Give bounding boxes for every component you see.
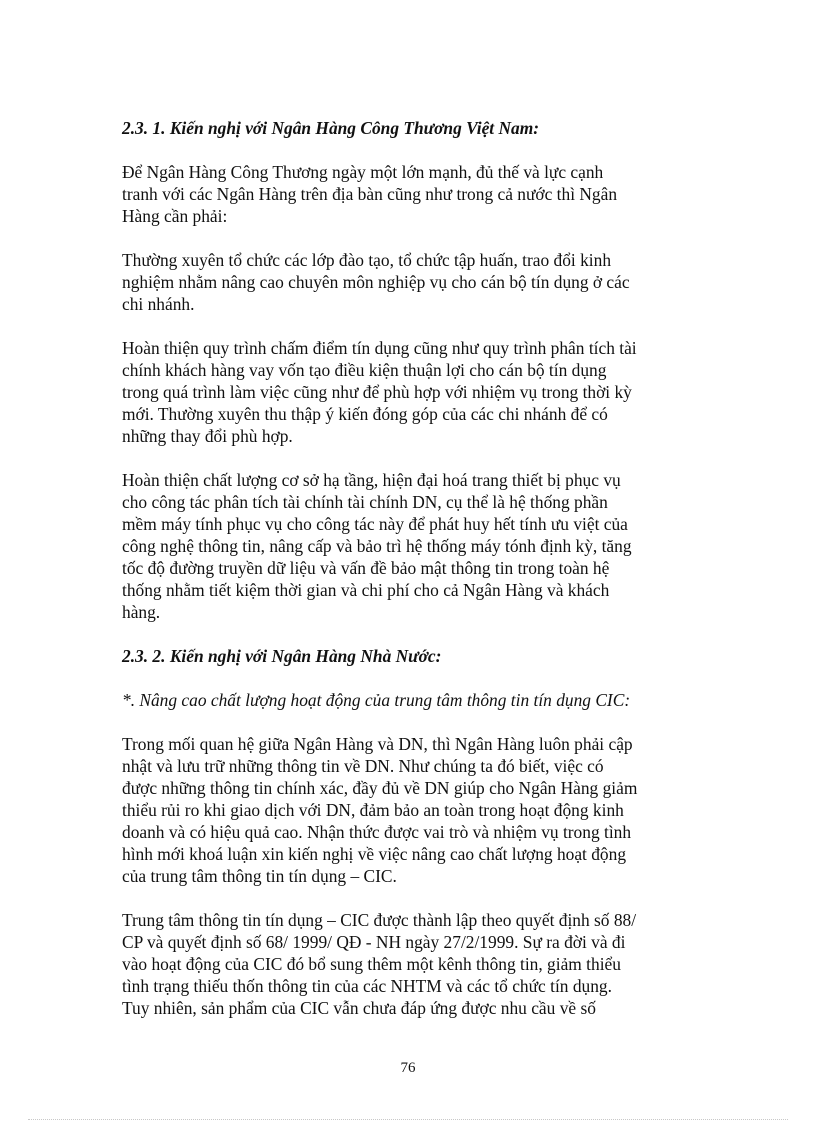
text-line: chính khách hàng vay vốn tạo điều kiện thuận lợi cho cán bộ tín dụng [122,360,607,380]
text-line: tình trạng thiếu thốn thông tin của các NHTM và các tổ chức tín dụng. [122,976,612,996]
text-line: tranh với các Ngân Hàng trên địa bàn cũng như trong cả nước thì Ngân [122,184,618,204]
text-line: tốc độ đường truyền dữ liệu và vấn đề bảo mật thông tin trong toàn hệ [122,558,610,578]
page-bottom-divider [28,1119,788,1120]
text-line: CP và quyết định số 68/ 1999/ QĐ - NH ngày 27/2/1999. Sự ra đời và đi [122,932,626,952]
text-line: Hàng cần phải: [122,206,228,226]
text-line: trong quá trình làm việc cũng như để phù hợp với nhiệm vụ trong thời kỳ [122,382,632,402]
text-line: những thay đổi phù hợp. [122,426,293,446]
text-line: được những thông tin chính xác, đầy đủ về DN giúp cho Ngân Hàng giảm [122,778,638,798]
text-line: thiểu rủi ro khi giao dịch với DN, đảm bảo an toàn trong hoạt động kinh [122,800,624,820]
text-line: Để Ngân Hàng Công Thương ngày một lớn mạnh, đủ thế và lực cạnh [122,162,604,182]
text-line: nghiệm nhằm nâng cao chuyên môn nghiệp vụ cho cán bộ tín dụng ở các [122,272,630,292]
text-line: Hoàn thiện quy trình chấm điểm tín dụng cũng như quy trình phân tích tài [122,338,637,358]
paragraph-bank-relations [122,733,700,887]
text-line: Tuy nhiên, sản phẩm của CIC vẫn chưa đáp ứng được nhu cầu về số [122,998,596,1018]
text-line: Thường xuyên tổ chức các lớp đào tạo, tổ chức tập huấn, trao đổi kinh [122,250,612,270]
paragraph-cic-founding [122,909,700,1019]
text-line: doanh và có hiệu quả cao. Nhận thức được vai trò và nhiệm vụ trong tình [122,822,632,842]
document-body [122,117,700,1041]
page-number: 76 [400,1060,416,1076]
text-line: Trung tâm thông tin tín dụng – CIC được thành lập theo quyết định số 88/ [122,910,637,930]
text-line: hàng. [122,602,161,622]
text-line: công nghệ thông tin, nâng cấp và bảo trì hệ thống máy tónh định kỳ, tăng [122,536,632,556]
subsection-heading-cic: *. Nâng cao chất lượng hoạt động của trung tâm thông tin tín dụng CIC: [122,690,631,710]
paragraph-credit-scoring [122,337,700,447]
text-line: Trong mối quan hệ giữa Ngân Hàng và DN, thì Ngân Hàng luôn phải cập [122,734,633,754]
text-line: vào hoạt động của CIC đó bổ sung thêm một kênh thông tin, giảm thiểu [122,954,621,974]
text-line: cho công tác phân tích tài chính tài chính DN, cụ thể là hệ thống phần [122,492,608,512]
section-heading-2-3-2: 2.3. 2. Kiến nghị với Ngân Hàng Nhà Nước: [122,646,442,666]
text-line: hình mới khoá luận xin kiến nghị về việc nâng cao chất lượng hoạt động [122,844,627,864]
text-line: thống nhằm tiết kiệm thời gian và chi phí cho cả Ngân Hàng và khách [122,580,610,600]
text-line: mềm máy tính phục vụ cho công tác này để phát huy hết tính ưu việt của [122,514,628,534]
paragraph-intro [122,161,700,227]
paragraph-training [122,249,700,315]
text-line: nhật và lưu trữ những thông tin về DN. Như chúng ta đó biết, việc có [122,756,604,776]
paragraph-infrastructure [122,469,700,623]
section-heading-2-3-1: 2.3. 1. Kiến nghị với Ngân Hàng Công Thương Việt Nam: [122,118,540,138]
text-line: Hoàn thiện chất lượng cơ sở hạ tầng, hiện đại hoá trang thiết bị phục vụ [122,470,621,490]
text-line: chi nhánh. [122,294,195,314]
text-line: mới. Thường xuyên thu thập ý kiến đóng góp của các chi nhánh để có [122,404,608,424]
text-line: của trung tâm thông tin tín dụng – CIC. [122,866,397,886]
